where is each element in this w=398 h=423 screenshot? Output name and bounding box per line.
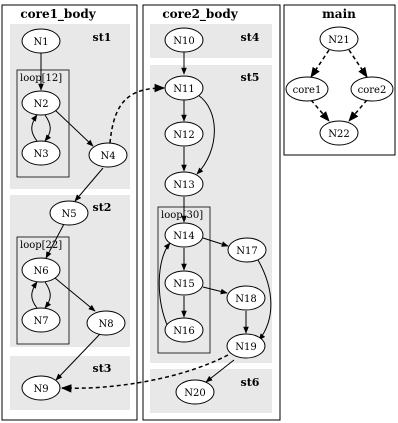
node-N22 [320, 121, 358, 145]
node-label-N10: N10 [173, 36, 195, 47]
node-label-N13: N13 [173, 180, 195, 191]
node-core1 [286, 77, 328, 101]
node-label-N4: N4 [100, 151, 116, 162]
node-N2 [22, 91, 60, 115]
node-label-N5: N5 [61, 209, 77, 220]
node-label-N21: N21 [328, 35, 350, 46]
node-label-N18: N18 [235, 294, 257, 305]
section-label-st5: st5 [240, 71, 260, 84]
node-label-N16: N16 [173, 326, 195, 337]
node-label-N9: N9 [33, 384, 49, 395]
panel-title-main: main [322, 7, 356, 21]
node-label-N7: N7 [33, 316, 49, 327]
section-label-st1: st1 [92, 31, 112, 44]
node-N16 [165, 318, 203, 342]
node-label-N19: N19 [235, 342, 257, 353]
node-N8 [87, 311, 125, 335]
node-label-N2: N2 [33, 99, 49, 110]
node-N1 [22, 29, 60, 53]
node-label-N8: N8 [98, 319, 114, 330]
node-N5 [50, 201, 88, 225]
node-N19 [227, 334, 265, 358]
node-label-N11: N11 [173, 84, 195, 95]
node-label-N20: N20 [184, 388, 206, 399]
node-label-N22: N22 [328, 129, 350, 140]
node-label-N3: N3 [33, 149, 49, 160]
section-label-st2: st2 [92, 201, 112, 214]
section-label-st6: st6 [240, 376, 260, 389]
node-N15 [165, 271, 203, 295]
node-N9 [22, 376, 60, 400]
node-label-N15: N15 [173, 279, 195, 290]
section-label-st3: st3 [92, 362, 112, 375]
node-N7 [22, 308, 60, 332]
loop-label-22: loop[22] [20, 240, 63, 251]
node-N6 [22, 258, 60, 282]
node-label-N1: N1 [33, 37, 49, 48]
node-N14 [165, 223, 203, 247]
node-N11 [165, 76, 203, 100]
node-N20 [176, 380, 214, 404]
node-label-core1: core1 [292, 85, 322, 96]
node-label-N14: N14 [173, 231, 195, 242]
node-N17 [228, 238, 266, 262]
section-label-st4: st4 [240, 31, 260, 44]
node-label-N12: N12 [173, 130, 195, 141]
node-label-N17: N17 [236, 246, 258, 257]
node-N13 [165, 172, 203, 196]
node-N3 [22, 141, 60, 165]
panel-title-core2: core2_body [162, 7, 238, 21]
node-N12 [165, 122, 203, 146]
node-N10 [165, 28, 203, 52]
node-label-N6: N6 [33, 266, 49, 277]
panel-title-core1: core1_body [20, 7, 96, 21]
node-N21 [320, 27, 358, 51]
node-core2 [351, 77, 393, 101]
node-N4 [89, 143, 127, 167]
node-label-core2: core2 [357, 85, 387, 96]
loop-label-12: loop[12] [20, 73, 63, 84]
node-N18 [227, 286, 265, 310]
loop-label-30: loop[30] [161, 210, 204, 221]
